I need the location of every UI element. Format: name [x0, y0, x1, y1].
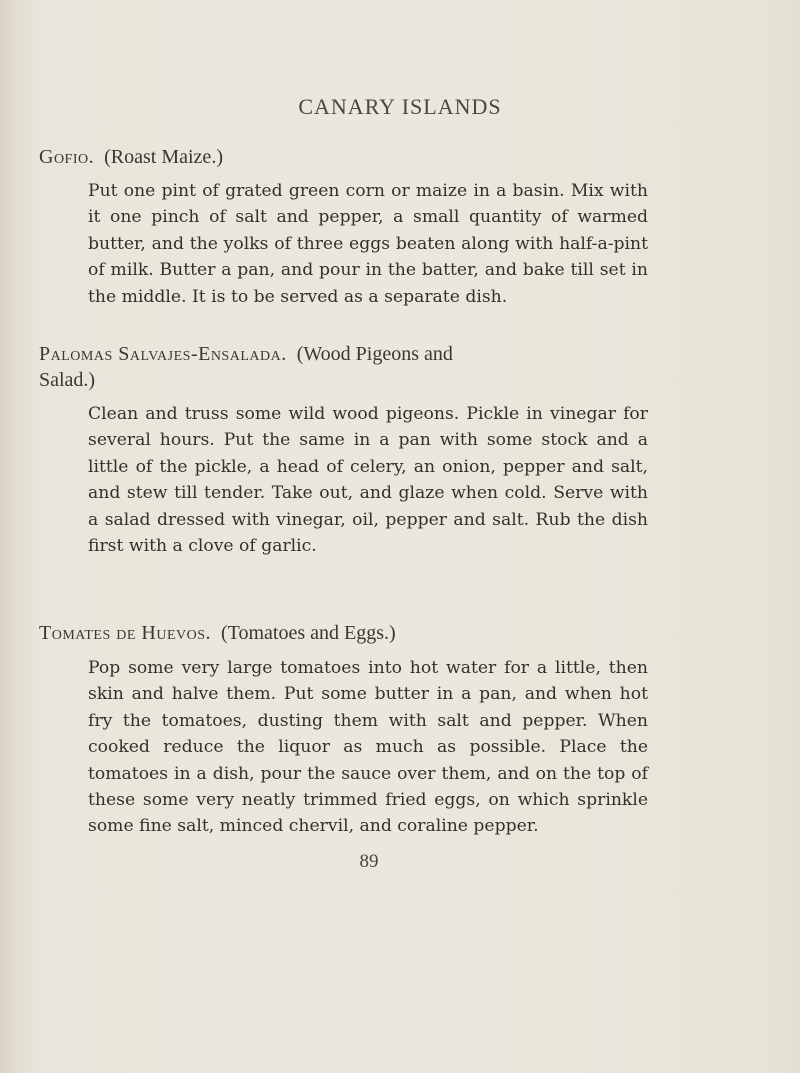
recipe-subtitle-continued — [39, 365, 95, 395]
recipe-subtitle: (Tomatoes and Eggs.) — [221, 622, 396, 644]
recipe-subtitle: (Wood Pigeons and — [296, 343, 453, 365]
recipe-body-palomas: Clean and truss some wild wood pigeons. Pickle in vinegar for several hours. Put the same in a pan with some stock and a little of the pickle, a head of celery, an onion, pepper and salt, and stew till tender. Take out, and glaze when cold. Serve with a salad dressed with vinegar, oil, pepper and salt. Rub the dish first with a clove of garlic. — [88, 404, 648, 557]
recipe-body-tomates: Pop some very large tomatoes into hot water for a little, then skin and halve them. Put some butter in a pan, and when hot fry the tomatoes, dusting them with salt and pepper. When cooked reduce the liquor as much as possible. Place the tomatoes in a dish, pour the sauce over them, and on the top of these some very neatly trimmed fried eggs, on which sprinkle some fine salt, minced chervil, and coraline pepper. — [88, 658, 648, 837]
recipe-title-gofio — [39, 142, 223, 172]
recipe-subtitle-cont: Salad.) — [39, 369, 96, 391]
recipe-title-palomas — [39, 339, 453, 369]
recipe-subtitle: (Roast Maize.) — [104, 146, 223, 168]
recipe-body-gofio: Put one pint of grated green corn or maize in a basin. Mix with it one pinch of salt and pepper, a small quantity of warmed butter, and the yolks of three eggs beaten along with half-a-pint of milk. Butter a pan, and pour in the batter, and bake till set in the middle. It is to be served as a separate dish. — [88, 181, 648, 307]
recipe-name: Gofio. — [39, 146, 95, 168]
recipe-name: Tomates de Huevos. — [39, 622, 211, 644]
page-number: 89 — [359, 851, 379, 872]
running-head: CANARY ISLANDS — [298, 94, 502, 119]
recipe-name: Palomas Salvajes-Ensalada. — [39, 343, 287, 365]
recipe-title-tomates — [39, 618, 396, 648]
